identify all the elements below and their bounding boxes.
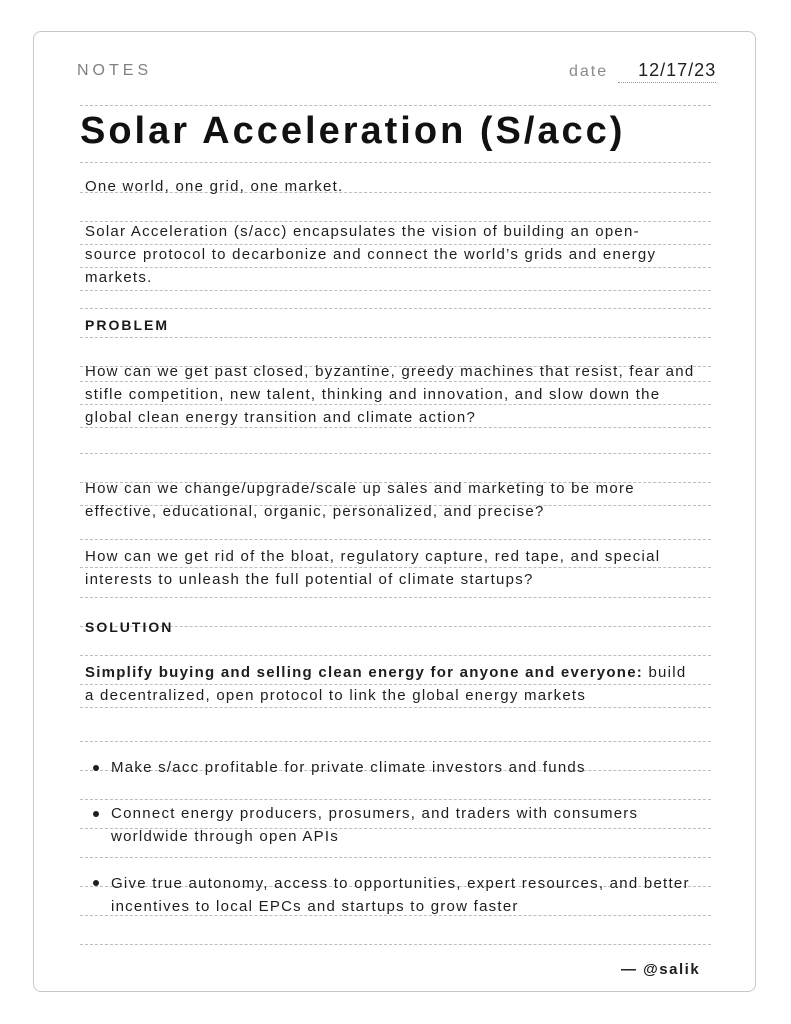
rule-line bbox=[80, 290, 711, 291]
rule-line bbox=[80, 162, 711, 163]
solution-heading: SOLUTION bbox=[85, 619, 174, 635]
date-label: date bbox=[569, 63, 609, 80]
rule-line bbox=[80, 308, 711, 309]
solution-lead-bold: Simplify buying and selling clean energy for anyone and everyone: bbox=[85, 664, 644, 681]
solution-bullet-2: Connect energy producers, prosumers, and traders with consumers worldwide through open APIs bbox=[111, 805, 639, 845]
rule-line bbox=[80, 944, 711, 945]
bullet-dot-icon bbox=[93, 880, 99, 886]
page-title: Solar Acceleration (S/acc) bbox=[80, 110, 626, 152]
solution-lead-rest: build a decentralized, open protocol to link the global energy markets bbox=[85, 664, 687, 704]
problem-paragraph-1: How can we get past closed, byzantine, greedy machines that resist, fear and stifle competition, new talent, thinking and innovation, and slow down the global clean energy transition and climate action? bbox=[85, 363, 695, 426]
signature: — @salik bbox=[621, 961, 701, 978]
solution-lead bbox=[85, 661, 700, 707]
bullet-dot-icon bbox=[93, 765, 99, 771]
rule-line bbox=[80, 105, 711, 106]
intro-paragraph: Solar Acceleration (s/acc) encapsulates the vision of building an open-source protocol to decarbonize and connect the world’s grids and energy markets. bbox=[85, 223, 657, 286]
rule-line bbox=[80, 626, 711, 627]
rule-line bbox=[80, 655, 711, 656]
rule-line bbox=[80, 539, 711, 540]
bullet-dot-icon bbox=[93, 811, 99, 817]
rule-line bbox=[80, 741, 711, 742]
tagline: One world, one grid, one market. bbox=[85, 178, 344, 195]
notes-label: NOTES bbox=[77, 62, 153, 79]
solution-bullet-3: Give true autonomy, access to opportunities, expert resources, and better incentives to local EPCs and startups to grow faster bbox=[111, 875, 690, 915]
problem-paragraph-3: How can we get rid of the bloat, regulatory capture, red tape, and special interests to unleash the full potential of climate startups? bbox=[85, 548, 661, 588]
date-field bbox=[569, 60, 716, 83]
problem-heading: PROBLEM bbox=[85, 317, 169, 333]
rule-line bbox=[80, 799, 711, 800]
date-value: 12/17/23 bbox=[618, 60, 716, 83]
rule-line bbox=[80, 597, 711, 598]
solution-bullet-1: Make s/acc profitable for private climate investors and funds bbox=[111, 759, 586, 776]
rule-line bbox=[80, 857, 711, 858]
rule-line bbox=[80, 453, 711, 454]
rule-line bbox=[80, 337, 711, 338]
rule-line bbox=[80, 707, 711, 708]
problem-paragraph-2: How can we change/upgrade/scale up sales and marketing to be more effective, educational, organic, personalized, and precise? bbox=[85, 480, 635, 520]
